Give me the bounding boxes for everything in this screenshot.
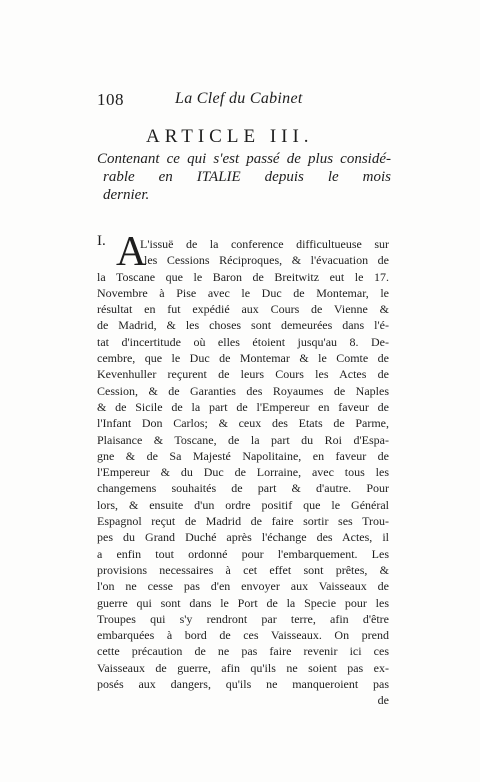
body-line: la Toscane que le Baron de Breitwitz eut le 17. <box>97 269 389 284</box>
subtitle-line: rable en ITALIE depuis le mois <box>103 169 391 185</box>
paragraph-number: I. <box>97 233 106 249</box>
body-line: changemens souhaités de part & d'autre. Pour <box>97 481 389 496</box>
body-line: Troupes qui s'y rendront par terre, afin d'être <box>97 611 389 626</box>
body-line: a enfin tout ordonné pour l'embarquement. Les <box>97 546 389 561</box>
body-line: pes du Grand Duché après l'échange des Actes, il <box>97 530 389 545</box>
body-line: résultat en fut expédié aux Cours de Vienne & <box>97 302 389 317</box>
article-subtitle <box>97 150 391 204</box>
catchword: de <box>377 693 389 708</box>
body-line: les Cessions Réciproques, & l'évacuation de <box>144 253 389 268</box>
subtitle-line: Contenant ce qui s'est passé de plus considé- <box>97 151 391 167</box>
body-line: Kevenhuller reçurent de leurs Cours les Actes de <box>97 367 389 382</box>
article-heading: ARTICLE III. <box>146 126 314 147</box>
body-line: posés aux dangers, qu'ils ne manqueroient pas <box>97 677 389 692</box>
running-title: La Clef du Cabinet <box>175 90 303 107</box>
body-line: Plaisance & Toscane, de la part du Roi d'Espa- <box>97 432 389 447</box>
body-line: l'on ne cesse pas d'en envoyer aux Vaisseaux de <box>97 579 389 594</box>
body-line: embarquées à bord de ces Vaisseaux. On prend <box>97 628 389 643</box>
body-line: Espagnol reçut de Madrid de faire sortir ses Trou- <box>97 514 389 529</box>
page-number: 108 <box>97 90 124 109</box>
body-line: gne & de Sa Majesté Napolitaine, en faveur de <box>97 448 389 463</box>
body-line: Cession, & de Garanties des Royaumes de Naples <box>97 383 389 398</box>
body-line: Vaisseaux de guerre, afin qu'ils ne soient pas ex- <box>97 660 389 675</box>
body-line: l'Infant Don Carlos; & ceux des Etats de Parme, <box>97 416 389 431</box>
drop-cap: A <box>116 229 147 275</box>
body-line: lors, & ensuite d'un ordre positif que le Général <box>97 497 389 512</box>
body-line: l'Empereur & du Duc de Lorraine, avec tous les <box>97 465 389 480</box>
body-line: de Madrid, & les choses sont demeurées dans l'é- <box>97 318 389 333</box>
body-text <box>97 236 389 709</box>
running-head <box>97 90 397 112</box>
body-line: cembre, que le Duc de Montemar & le Comte de <box>97 351 389 366</box>
body-line: provisions necessaires à cet effet sont prêtes, & <box>97 562 389 577</box>
body-line: L'issuë de la conference difficultueuse sur <box>140 237 389 251</box>
subtitle-line: dernier. <box>103 187 150 203</box>
body-line: Novembre à Pise avec le Duc de Montemar, le <box>97 285 389 300</box>
body-line: tat d'incertitude où elles étoient jusqu'au 8. De- <box>97 334 389 349</box>
body-line: guerre qui sont dans le Port de la Specie pour les <box>97 595 389 610</box>
body-line: & de Sicile de la part de l'Empereur en faveur de <box>97 399 389 414</box>
body-line: cette précaution de ne pas faire revenir ici ces <box>97 644 389 659</box>
